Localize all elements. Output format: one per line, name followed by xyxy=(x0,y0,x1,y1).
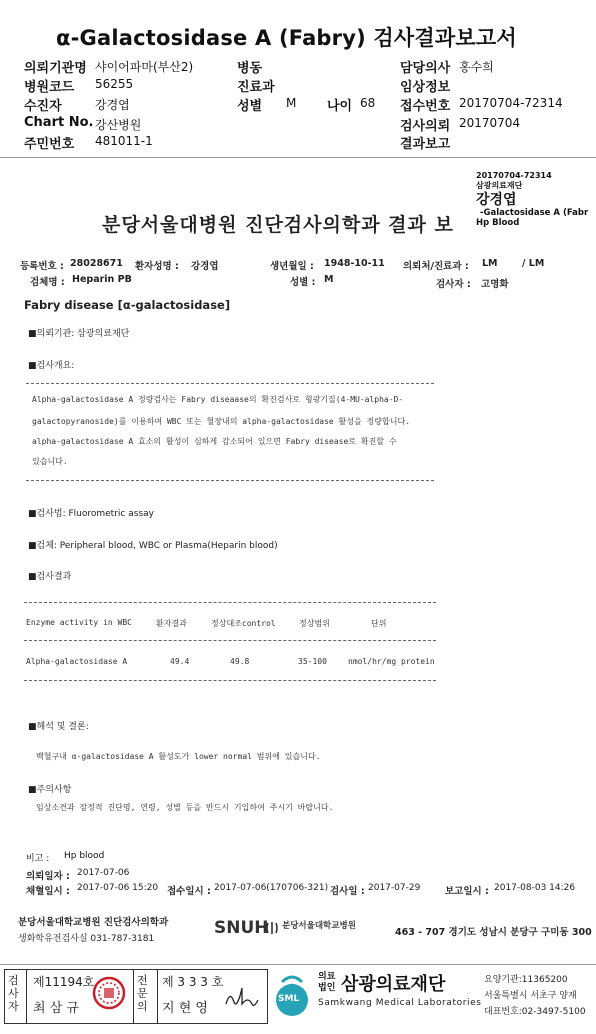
overview-line-2: galactopyranoside)를 이용하여 WBC 또는 혈장내의 alpha-galactosidase 활성을 정량합니다. xyxy=(32,417,411,426)
divider xyxy=(26,970,27,1023)
table-row-name: Alpha-galactosidase A xyxy=(26,657,128,666)
snuh-emblem-icon xyxy=(265,920,279,934)
value-sex: M xyxy=(286,96,297,110)
reviewer-name: 지 현 영 xyxy=(162,1001,208,1016)
value-request-org: 샤이어파마(부산2) xyxy=(95,60,194,74)
divider xyxy=(24,602,436,603)
value-age: 68 xyxy=(360,96,376,110)
snuh-logo-kr: 분당서울대학교병원 xyxy=(282,921,356,931)
value-patient: 강경엽 xyxy=(95,98,130,112)
signature-icon xyxy=(222,982,260,1012)
value-test-date: 2017-07-29 xyxy=(368,883,421,893)
test-title: Fabry disease [α-galactosidase] xyxy=(24,298,231,312)
label-resident-no: 주민번호 xyxy=(24,137,75,152)
value-reg-no: 28028671 xyxy=(70,258,123,269)
table-header-control: 정상대조control xyxy=(211,619,276,628)
value-collect-date: 2017-07-06 15:20 xyxy=(77,883,159,893)
divider xyxy=(26,383,434,384)
value-report-date: 2017-08-03 14:26 xyxy=(494,883,576,893)
label-ward: 병동 xyxy=(237,61,263,76)
label-receipt-no: 접수번호 xyxy=(400,99,451,114)
label-department: 진료과 xyxy=(237,80,275,95)
label-remark: 비고 : xyxy=(26,854,50,864)
sml-text: SML xyxy=(278,994,300,1004)
note-text: 임상소견과 잠정적 진단명, 연령, 성별 등을 반드시 기입하여 주시기 바랍니다. xyxy=(36,803,334,812)
seal-icon xyxy=(92,976,126,1010)
label-test-request: 검사의뢰 xyxy=(400,119,451,134)
value-patient-name: 강경엽 xyxy=(191,261,219,272)
overview-line-3: alpha-galactosidase A 효소의 활성이 심하게 감소되어 있으면 Fabry disease로 확진할 수 xyxy=(32,437,397,446)
label-doctor: 담당의사 xyxy=(400,61,451,76)
value-test-request: 20170704 xyxy=(459,116,521,130)
hospital-report-title: 분당서울대병원 진단검사의학과 결과 보 xyxy=(102,214,454,236)
value-receipt-no: 20170704-72314 xyxy=(459,96,563,110)
value-tester: 고명화 xyxy=(481,279,509,290)
corp-name: 삼광의료재단 xyxy=(341,974,446,995)
value-receive-date: 2017-07-06(170706-321) xyxy=(214,883,329,893)
value-resident-no: 481011-1 xyxy=(95,134,153,148)
label-test-date: 검사일 : xyxy=(330,886,365,897)
footer-lab: 생화학유전검사실 031-787-3181 xyxy=(18,934,155,944)
label-patient-name: 환자성명 : xyxy=(135,261,179,272)
label-receive-date: 접수일시 : xyxy=(167,886,211,897)
value-chart-no: 강산병원 xyxy=(95,118,142,132)
interpretation-text: 백혈구내 α-galactosidase A 활성도가 lower normal 범위에 있습니다. xyxy=(36,752,321,761)
label-request-org: 의뢰기관명 xyxy=(24,61,87,76)
value-remark: Hp blood xyxy=(64,851,105,861)
value-hospital-code: 56255 xyxy=(95,77,134,91)
table-row-patient: 49.4 xyxy=(170,657,190,666)
stamp-org: 삼광의료재단 xyxy=(476,181,523,190)
bottom-divider xyxy=(0,964,596,965)
value-doctor: 홍수희 xyxy=(459,60,494,74)
value-scan-sex: M xyxy=(324,274,334,285)
value-dob: 1948-10-11 xyxy=(324,258,385,269)
value-dept: LM xyxy=(482,258,498,269)
table-row-range: 35-100 xyxy=(298,657,327,666)
scanned-report xyxy=(0,158,596,964)
note-heading: ■주의사항 xyxy=(28,785,72,795)
specimen-line: ■검체: Peripheral blood, WBC or Plasma(Heparin blood) xyxy=(28,541,278,551)
stamp-sample: Hp Blood xyxy=(476,218,520,228)
table-header-range: 정상범위 xyxy=(299,619,330,628)
value-request-date: 2017-07-06 xyxy=(77,868,130,878)
stamp-number: 20170704-72314 xyxy=(476,171,552,180)
divider xyxy=(26,480,434,481)
request-org-line: ■의뢰기관: 삼광의료재단 xyxy=(28,329,130,339)
overview-line-1: Alpha-galactosidase A 정량검사는 Fabry diseaase의 확진검사로 형광기질(4-MU-alpha-D- xyxy=(32,395,404,404)
divider xyxy=(24,680,436,681)
report-title: α-Galactosidase A (Fabry) 검사결과보고서 xyxy=(56,26,517,50)
table-header-enzyme: Enzyme activity in WBC xyxy=(26,618,132,627)
label-tester: 검사자 : xyxy=(436,279,471,290)
table-row-unit: nmol/hr/mg protein xyxy=(348,657,435,666)
label-report-date: 보고일시 : xyxy=(445,886,489,897)
tester-label: 검사자 xyxy=(8,974,19,1013)
label-patient: 수진자 xyxy=(24,99,62,114)
label-chart-no: Chart No. xyxy=(24,115,94,130)
label-hospital-code: 병원코드 xyxy=(24,80,75,95)
tester-number: 제11194호 xyxy=(33,975,95,989)
care-number: 요양기관:11365200 xyxy=(484,975,568,985)
footer-dept: 분당서울대학교병원 진단검사의학과 xyxy=(18,917,169,928)
snuh-logo: SNUH xyxy=(214,918,269,938)
footer-address: 463 - 707 경기도 성남시 분당구 구미동 300 xyxy=(395,927,592,938)
corp-english: Samkwang Medical Laboratories xyxy=(318,998,482,1008)
divider xyxy=(24,640,436,641)
label-specimen: 검체명 : xyxy=(30,277,65,288)
overview-heading: ■검사개요: xyxy=(28,361,75,371)
label-dob: 생년월일 : xyxy=(270,261,314,272)
value-specimen: Heparin PB xyxy=(72,274,132,285)
label-age: 나이 xyxy=(327,99,353,114)
overview-line-4: 있습니다. xyxy=(32,457,68,466)
interpretation-heading: ■해석 및 결론: xyxy=(28,722,89,732)
label-scan-sex: 성별 : xyxy=(290,277,316,288)
corp-small: 의료법인 xyxy=(318,972,336,993)
stamp-name: 강경엽 xyxy=(476,192,517,208)
label-request-date: 의뢰일자 : xyxy=(26,871,70,882)
table-header-patient: 환자결과 xyxy=(156,619,187,628)
method-line: ■검사법: Fluorometric assay xyxy=(28,509,154,519)
table-row-control: 49.8 xyxy=(230,657,250,666)
label-result-report: 결과보고 xyxy=(400,137,451,152)
divider xyxy=(157,970,158,1023)
result-heading: ■검사결과 xyxy=(28,572,72,582)
label-collect-date: 채혈일시 : xyxy=(26,886,70,897)
corp-phone: 대표번호:02-3497-5100 xyxy=(484,1007,586,1017)
reviewer-number: 제 3 3 3 호 xyxy=(162,975,224,989)
corp-address: 서울특별시 서초구 양재 xyxy=(484,991,577,1001)
table-header-unit: 단위 xyxy=(371,619,387,628)
label-clinical-info: 임상정보 xyxy=(400,80,451,95)
stamp-test: -Galactosidase A (Fabr xyxy=(480,208,589,218)
value-dept2: / LM xyxy=(522,258,545,269)
label-dept: 의뢰처/진료과 : xyxy=(403,261,469,272)
label-reg-no: 등록번호 : xyxy=(20,261,64,272)
label-sex: 성별 xyxy=(237,99,263,114)
reviewer-label: 전문의 xyxy=(137,974,148,1013)
divider xyxy=(133,970,134,1023)
tester-name: 최 삼 규 xyxy=(33,1001,79,1016)
